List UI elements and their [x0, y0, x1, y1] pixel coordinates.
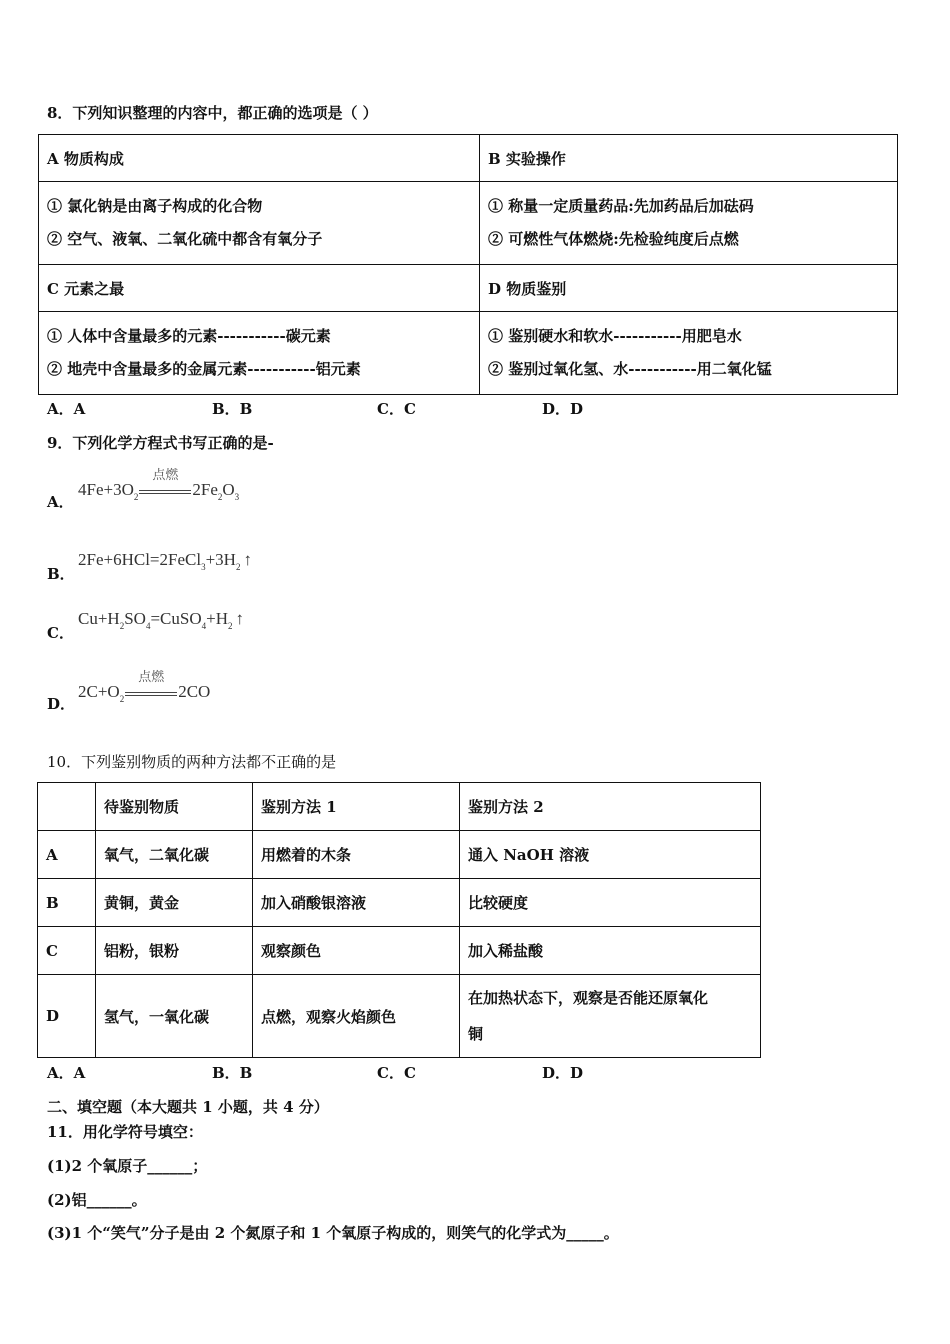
- table-cell: B: [38, 879, 96, 927]
- table-header-cell: [38, 783, 96, 831]
- cell-a-header: A 物质构成: [39, 135, 480, 182]
- equation-c: [78, 609, 244, 631]
- option-a-label[interactable]: A．: [47, 493, 74, 511]
- eq-a-sub: 2: [133, 492, 139, 502]
- eq-d-text: 2CO: [178, 682, 211, 701]
- cell-line-1: 在加热状态下，观察是否能还原氧化: [468, 989, 709, 1007]
- cell-line-2: 铜: [468, 1025, 484, 1043]
- cell-d-header: D 物质鉴别: [480, 265, 898, 312]
- cell-c-content: [39, 312, 480, 395]
- question-8-table: [38, 134, 898, 395]
- section-title: 二、填空题（本大题共 1 小题，共 4 分）: [47, 1098, 329, 1116]
- table-cell: 氢气，一氧化碳: [96, 975, 253, 1058]
- question-9-stem: 9．下列化学方程式书写正确的是-: [47, 434, 274, 452]
- option-a[interactable]: A．A: [47, 400, 86, 418]
- option-a[interactable]: A．A: [47, 1064, 86, 1082]
- table-cell: A: [38, 831, 96, 879]
- cell-b-line-1: ① 称量一定质量药品:先加药品后加砝码: [488, 197, 754, 215]
- cell-d-line-1: ① 鉴别硬水和软水-----------用肥皂水: [488, 327, 742, 345]
- up-arrow-icon: ↑: [243, 550, 252, 569]
- eq-c-text: +H: [206, 609, 228, 628]
- eq-a-sub: 3: [234, 492, 240, 502]
- cell-c-header: C 元素之最: [39, 265, 480, 312]
- eq-d-sub: 2: [119, 694, 125, 704]
- question-8-stem: 8．下列知识整理的内容中，都正确的选项是（ ）: [47, 104, 378, 122]
- equation-b: [78, 550, 252, 572]
- option-c-label[interactable]: C．: [47, 624, 74, 642]
- table-cell: 用燃着的木条: [253, 831, 460, 879]
- table-header-cell: 鉴别方法 1: [253, 783, 460, 831]
- cell-b-line-2: ② 可燃性气体燃烧:先检验纯度后点燃: [488, 230, 739, 248]
- table-header-cell: 鉴别方法 2: [460, 783, 761, 831]
- table-cell: 观察颜色: [253, 927, 460, 975]
- table-cell: 氧气，二氧化碳: [96, 831, 253, 879]
- cell-c-line-2: ② 地壳中含量最多的金属元素-----------铝元素: [47, 360, 361, 378]
- eq-c-sub: 2: [227, 621, 233, 631]
- table-cell: 通入 NaOH 溶液: [460, 831, 761, 879]
- table-cell: 铝粉，银粉: [96, 927, 253, 975]
- eq-c-sub: 4: [145, 621, 151, 631]
- table-row: [38, 879, 761, 927]
- option-d[interactable]: D．D: [542, 1064, 584, 1082]
- cell-a-line-2: ② 空气、液氧、二氧化硫中都含有氧分子: [47, 230, 323, 248]
- eq-c-text: SO: [124, 609, 146, 628]
- eq-c-text: Cu+H: [78, 609, 120, 628]
- eq-b-sub: 2: [235, 562, 241, 572]
- equation-d: [78, 670, 211, 704]
- table-header-cell: 待鉴别物质: [96, 783, 253, 831]
- table-cell: 加入稀盐酸: [460, 927, 761, 975]
- option-b[interactable]: B．B: [212, 400, 253, 418]
- cell-d-content: [480, 312, 898, 395]
- cell-b-header: B 实验操作: [480, 135, 898, 182]
- eq-a-text: O: [222, 480, 235, 499]
- reaction-arrow-icon: [139, 468, 191, 501]
- option-d-label[interactable]: D．: [47, 695, 76, 713]
- option-b[interactable]: B．B: [212, 1064, 253, 1082]
- fill-item-3: (3)1 个“笑气”分子是由 2 个氮原子和 1 个氧原子构成的，则笑气的化学式为_____。: [47, 1224, 619, 1242]
- option-c[interactable]: C．C: [377, 400, 416, 418]
- option-b-label[interactable]: B．: [47, 565, 75, 583]
- table-cell: 点燃，观察火焰颜色: [253, 975, 460, 1058]
- table-row: [38, 975, 761, 1058]
- cell-d-line-2: ② 鉴别过氧化氢、水-----------用二氧化锰: [488, 360, 772, 378]
- table-cell: C: [38, 927, 96, 975]
- question-11-stem: 11．用化学符号填空：: [47, 1123, 203, 1141]
- cell-c-line-1: ① 人体中含量最多的元素-----------碳元素: [47, 327, 331, 345]
- condition-label: 点燃: [138, 670, 165, 686]
- table-row: [38, 831, 761, 879]
- eq-c-text: =CuSO: [150, 609, 202, 628]
- table-row: [38, 927, 761, 975]
- reaction-arrow-icon: [125, 670, 177, 703]
- eq-a-text: 4Fe+3O: [78, 480, 134, 499]
- cell-a-line-1: ① 氯化钠是由离子构成的化合物: [47, 197, 263, 215]
- question-10-stem: 10．下列鉴别物质的两种方法都不正确的是: [47, 753, 337, 771]
- eq-c-sub: 4: [201, 621, 207, 631]
- option-d[interactable]: D．D: [542, 400, 584, 418]
- cell-a-content: [39, 182, 480, 265]
- equation-a: [78, 468, 240, 502]
- condition-label: 点燃: [152, 468, 179, 484]
- up-arrow-icon: ↑: [235, 609, 244, 628]
- eq-a-text: 2Fe: [192, 480, 218, 499]
- table-cell-wrapped: [460, 975, 761, 1058]
- cell-b-content: [480, 182, 898, 265]
- fill-item-1: (1)2 个氧原子______；: [47, 1157, 208, 1175]
- eq-b-text: +3H: [205, 550, 236, 569]
- eq-a-sub: 2: [217, 492, 223, 502]
- eq-b-text: 2Fe+6HCl=2FeCl: [78, 550, 202, 569]
- table-cell: 黄铜，黄金: [96, 879, 253, 927]
- eq-d-text: 2C+O: [78, 682, 120, 701]
- table-cell: D: [38, 975, 96, 1058]
- question-10-table: [37, 782, 761, 1058]
- eq-c-sub: 2: [119, 621, 125, 631]
- table-cell: 比较硬度: [460, 879, 761, 927]
- fill-item-2: (2)铝______。: [47, 1191, 147, 1209]
- eq-b-sub: 3: [201, 562, 206, 572]
- table-cell: 加入硝酸银溶液: [253, 879, 460, 927]
- option-c[interactable]: C．C: [377, 1064, 416, 1082]
